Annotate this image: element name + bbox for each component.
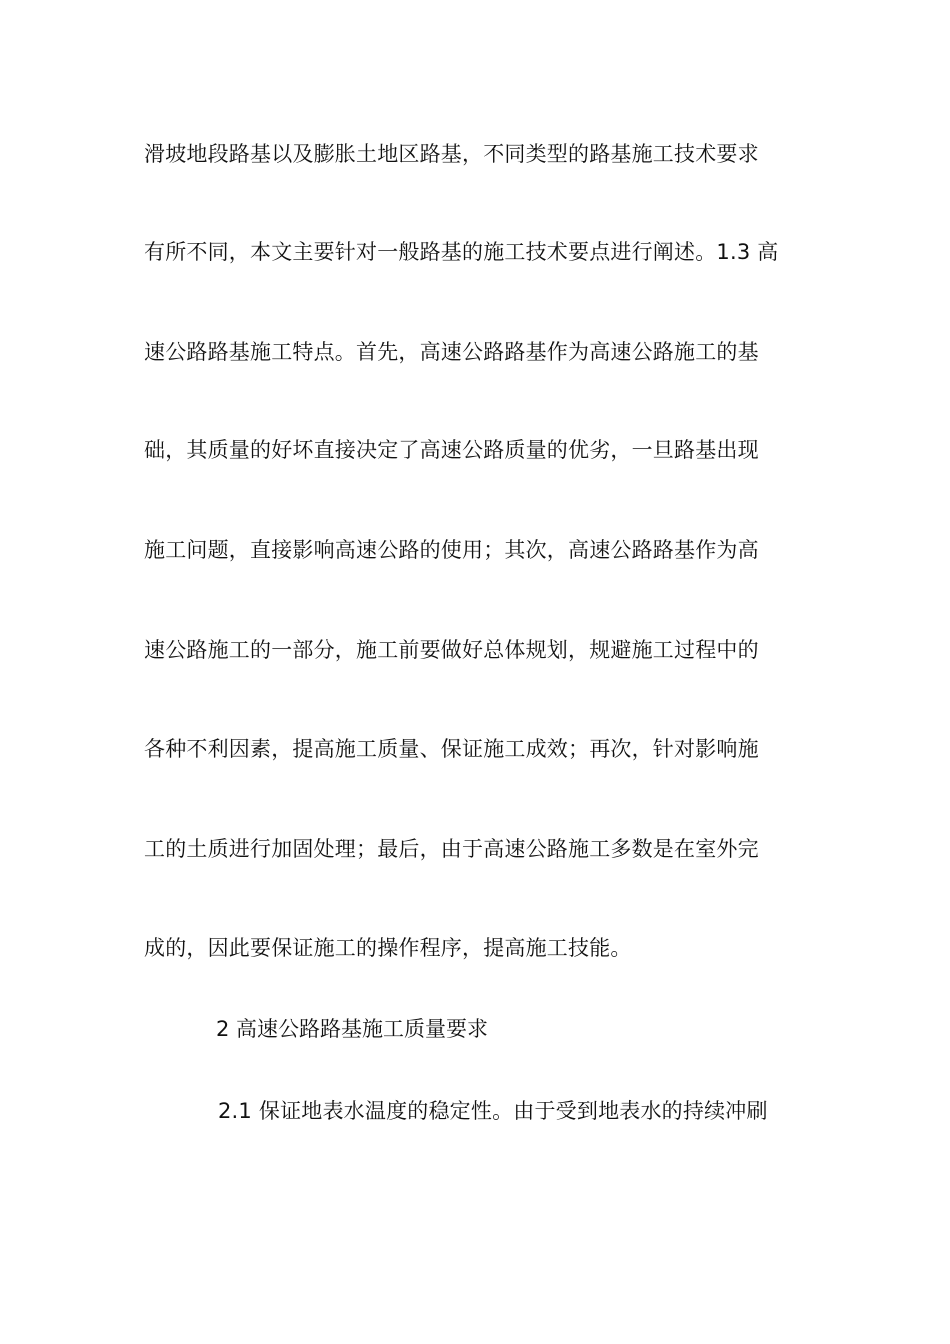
body-text-line: 速公路施工的一部分，施工前要做好总体规划，规避施工过程中的 — [144, 638, 759, 662]
body-text-line: 础，其质量的好坏直接决定了高速公路质量的优劣，一旦路基出现 — [144, 438, 759, 462]
body-text-line: 滑坡地段路基以及膨胀土地区路基，不同类型的路基施工技术要求 — [144, 142, 759, 166]
body-text-line: 各种不利因素，提高施工质量、保证施工成效；再次，针对影响施 — [144, 737, 759, 761]
body-text-line: 施工问题，直接影响高速公路的使用；其次，高速公路路基作为高 — [144, 538, 759, 562]
body-text-line: 速公路路基施工特点。首先，高速公路路基作为高速公路施工的基 — [144, 340, 759, 364]
body-text-line: 成的，因此要保证施工的操作程序，提高施工技能。 — [144, 936, 632, 960]
body-text-line: 2.1 保证地表水温度的稳定性。由于受到地表水的持续冲刷 — [218, 1099, 768, 1123]
body-text-line: 工的土质进行加固处理；最后，由于高速公路施工多数是在室外完 — [144, 837, 759, 861]
section-heading: 2 高速公路路基施工质量要求 — [216, 1017, 489, 1041]
body-text-line: 有所不同，本文主要针对一般路基的施工技术要点进行阐述。1.3 高 — [144, 240, 779, 264]
